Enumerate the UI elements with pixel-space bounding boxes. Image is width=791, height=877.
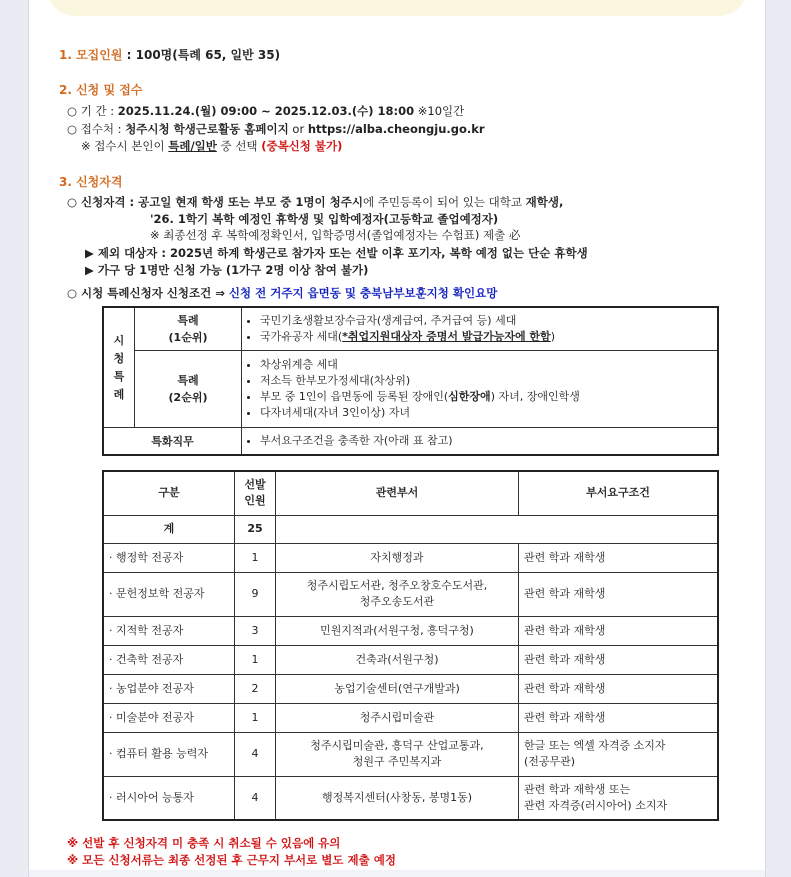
row-count: 1	[235, 703, 276, 732]
row-department: 행정복지센터(사창동, 봉명1동)	[276, 776, 519, 820]
table-row	[103, 732, 718, 776]
note-cancel: ※ 선발 후 신청자격 미 충족 시 취소될 수 있음에 유의	[67, 836, 341, 850]
category-special-job: 특화직무	[103, 428, 242, 456]
table-row	[103, 351, 718, 428]
section-title-apply: 2. 신청 및 접수	[59, 83, 143, 97]
special-job-items	[242, 428, 719, 456]
row-category: · 건축학 전공자	[103, 645, 235, 674]
notice-c: 중 선택	[216, 139, 262, 153]
table-row	[103, 543, 718, 572]
total-label: 계	[103, 515, 235, 543]
item-text: 국가유공자 세대(	[260, 330, 343, 343]
header-department: 관련부서	[276, 471, 519, 515]
list-item: • 다자녀세대(자녀 3인이상) 자녀	[260, 405, 713, 421]
item-emph: *취업지원대상자 증명서 발급가능자에 한함	[342, 330, 551, 343]
notice-b: 특례/일반	[168, 139, 217, 153]
row-count: 1	[235, 645, 276, 674]
header-category: 구분	[103, 471, 235, 515]
row-category: · 컴퓨터 활용 능력자	[103, 732, 235, 776]
notice-a: ※ 접수시 본인이	[81, 139, 169, 153]
row-condition: 관련 학과 재학생	[519, 703, 719, 732]
apply-place	[67, 121, 485, 137]
header-count: 선발 인원	[235, 471, 276, 515]
bottom-bar	[29, 870, 765, 877]
list-item: • 저소득 한부모가정세대(차상위)	[260, 373, 713, 389]
list-item: • 차상위계층 세대	[260, 357, 713, 373]
qualify-d: 재학생,	[525, 195, 564, 209]
row-category: · 미술분야 전공자	[103, 703, 235, 732]
row-category: · 문헌정보학 전공자	[103, 572, 235, 616]
section-recruit	[59, 46, 280, 63]
total-value: 25	[235, 515, 276, 543]
table-row	[103, 776, 718, 820]
row-condition: 한글 또는 엑셀 자격증 소지자 (전공무관)	[519, 732, 719, 776]
row-condition: 관련 학과 재학생	[519, 645, 719, 674]
row-department: 청주시립도서관, 청주오창호수도서관, 청주오송도서관	[276, 572, 519, 616]
list-item: • 부서요구조건을 충족한 자(아래 표 참고)	[260, 433, 713, 449]
table-row	[103, 645, 718, 674]
qualify-line-1	[67, 194, 563, 210]
period-label: ○ 기 간 :	[67, 104, 118, 118]
header-banner	[47, 0, 747, 16]
note-submit: ※ 모든 신청서류는 최종 선정된 후 근무지 부서로 별도 제출 예정	[67, 853, 396, 867]
row-department: 민원지적과(서원구청, 흥덕구청)	[276, 616, 519, 645]
row-department: 자치행정과	[276, 543, 519, 572]
row-count: 1	[235, 543, 276, 572]
item-emph: 심한장애	[448, 390, 491, 403]
row-count: 2	[235, 674, 276, 703]
qualify-line-3: ※ 최종선정 후 복학예정확인서, 입학증명서(졸업예정자는 수험표) 제출 必	[150, 228, 521, 242]
total-empty	[276, 515, 719, 543]
list-item	[260, 389, 713, 405]
special-condition-line	[67, 285, 497, 301]
table-header-row	[103, 471, 718, 515]
table-row	[103, 307, 718, 351]
row-condition: 관련 학과 재학생	[519, 674, 719, 703]
item-text: 부모 중 1인이 읍면동에 등록된 장애인(	[260, 390, 449, 403]
table-row	[103, 674, 718, 703]
special-b: 신청 전 거주지 읍면동 및 충북남부보훈지청 확인요망	[228, 286, 498, 300]
row-condition: 관련 학과 재학생	[519, 543, 719, 572]
period-value: 2025.11.24.(월) 09:00 ~ 2025.12.03.(수) 18:00	[117, 104, 415, 118]
place-or: or	[288, 122, 308, 136]
row-department: 건축과(서원구청)	[276, 645, 519, 674]
special-a: ○ 시청 특례신청자 신청조건 ⇒	[67, 286, 229, 300]
list-item: • 국민기초생활보장수급자(생계급여, 주거급여 등) 세대	[260, 313, 713, 329]
apply-notice	[81, 138, 342, 154]
table-row	[103, 572, 718, 616]
side-label: 시 청 특 례	[103, 307, 135, 428]
row-count: 4	[235, 732, 276, 776]
list-item	[260, 329, 713, 345]
exclusion-line: ▶ 제외 대상자 : 2025년 하계 학생근로 참가자 또는 선발 이후 포기자, 복학 예정 없는 단순 휴학생	[85, 246, 588, 260]
table-row	[103, 703, 718, 732]
qualify-b: 학생 또는 부모 중 1명이 청주시	[201, 195, 363, 209]
place-url: https://alba.cheongju.go.kr	[307, 122, 485, 136]
row-department: 청주시립미술관, 흥덕구 산업교통과, 청원구 주민복지과	[276, 732, 519, 776]
qualify-c: 에 주민등록이 되어 있는 대학교	[362, 195, 526, 209]
department-rows	[103, 543, 718, 820]
department-table	[102, 470, 719, 821]
row-department: 청주시립미술관	[276, 703, 519, 732]
special-criteria-table	[102, 306, 719, 456]
priority-1-items	[242, 307, 719, 351]
qualify-line-2: '26. 1학기 복학 예정인 휴학생 및 입학예정자(고등학교 졸업예정자)	[150, 212, 499, 226]
row-condition: 관련 학과 재학생	[519, 616, 719, 645]
period-note: ※10일간	[414, 104, 465, 118]
header-condition: 부서요구조건	[519, 471, 719, 515]
place-label: ○ 접수처 :	[67, 122, 126, 136]
section-title-qualify: 3. 신청자격	[59, 175, 123, 189]
row-category: · 농업분야 전공자	[103, 674, 235, 703]
notice-d: (중복신청 불가)	[261, 139, 343, 153]
table-row	[103, 428, 718, 456]
item-text: )	[550, 330, 555, 343]
table-row	[103, 616, 718, 645]
priority-2-items	[242, 351, 719, 428]
household-line: ▶ 가구 당 1명만 신청 가능 (1가구 2명 이상 참여 불가)	[85, 263, 369, 277]
apply-period	[67, 103, 464, 119]
place-value: 청주시청 학생근로활동 홈페이지	[125, 122, 289, 136]
row-category: · 지적학 전공자	[103, 616, 235, 645]
row-category: · 러시아어 능통자	[103, 776, 235, 820]
row-count: 9	[235, 572, 276, 616]
row-count: 3	[235, 616, 276, 645]
row-condition: 관련 학과 재학생 또는 관련 자격증(러시아어) 소지자	[519, 776, 719, 820]
row-department: 농업기술센터(연구개발과)	[276, 674, 519, 703]
document-frame	[28, 0, 766, 877]
table-row-total	[103, 515, 718, 543]
recruit-count: : 100명(특례 65, 일반 35)	[122, 48, 281, 62]
qualify-a: ○ 신청자격 : 공고일 현재	[67, 195, 202, 209]
row-condition: 관련 학과 재학생	[519, 572, 719, 616]
section-title-recruit: 1. 모집인원	[59, 48, 123, 62]
category-priority-2: 특례 (2순위)	[135, 351, 242, 428]
row-category: · 행정학 전공자	[103, 543, 235, 572]
row-count: 4	[235, 776, 276, 820]
item-text: ) 자녀, 장애인학생	[490, 390, 580, 403]
category-priority-1: 특례 (1순위)	[135, 307, 242, 351]
